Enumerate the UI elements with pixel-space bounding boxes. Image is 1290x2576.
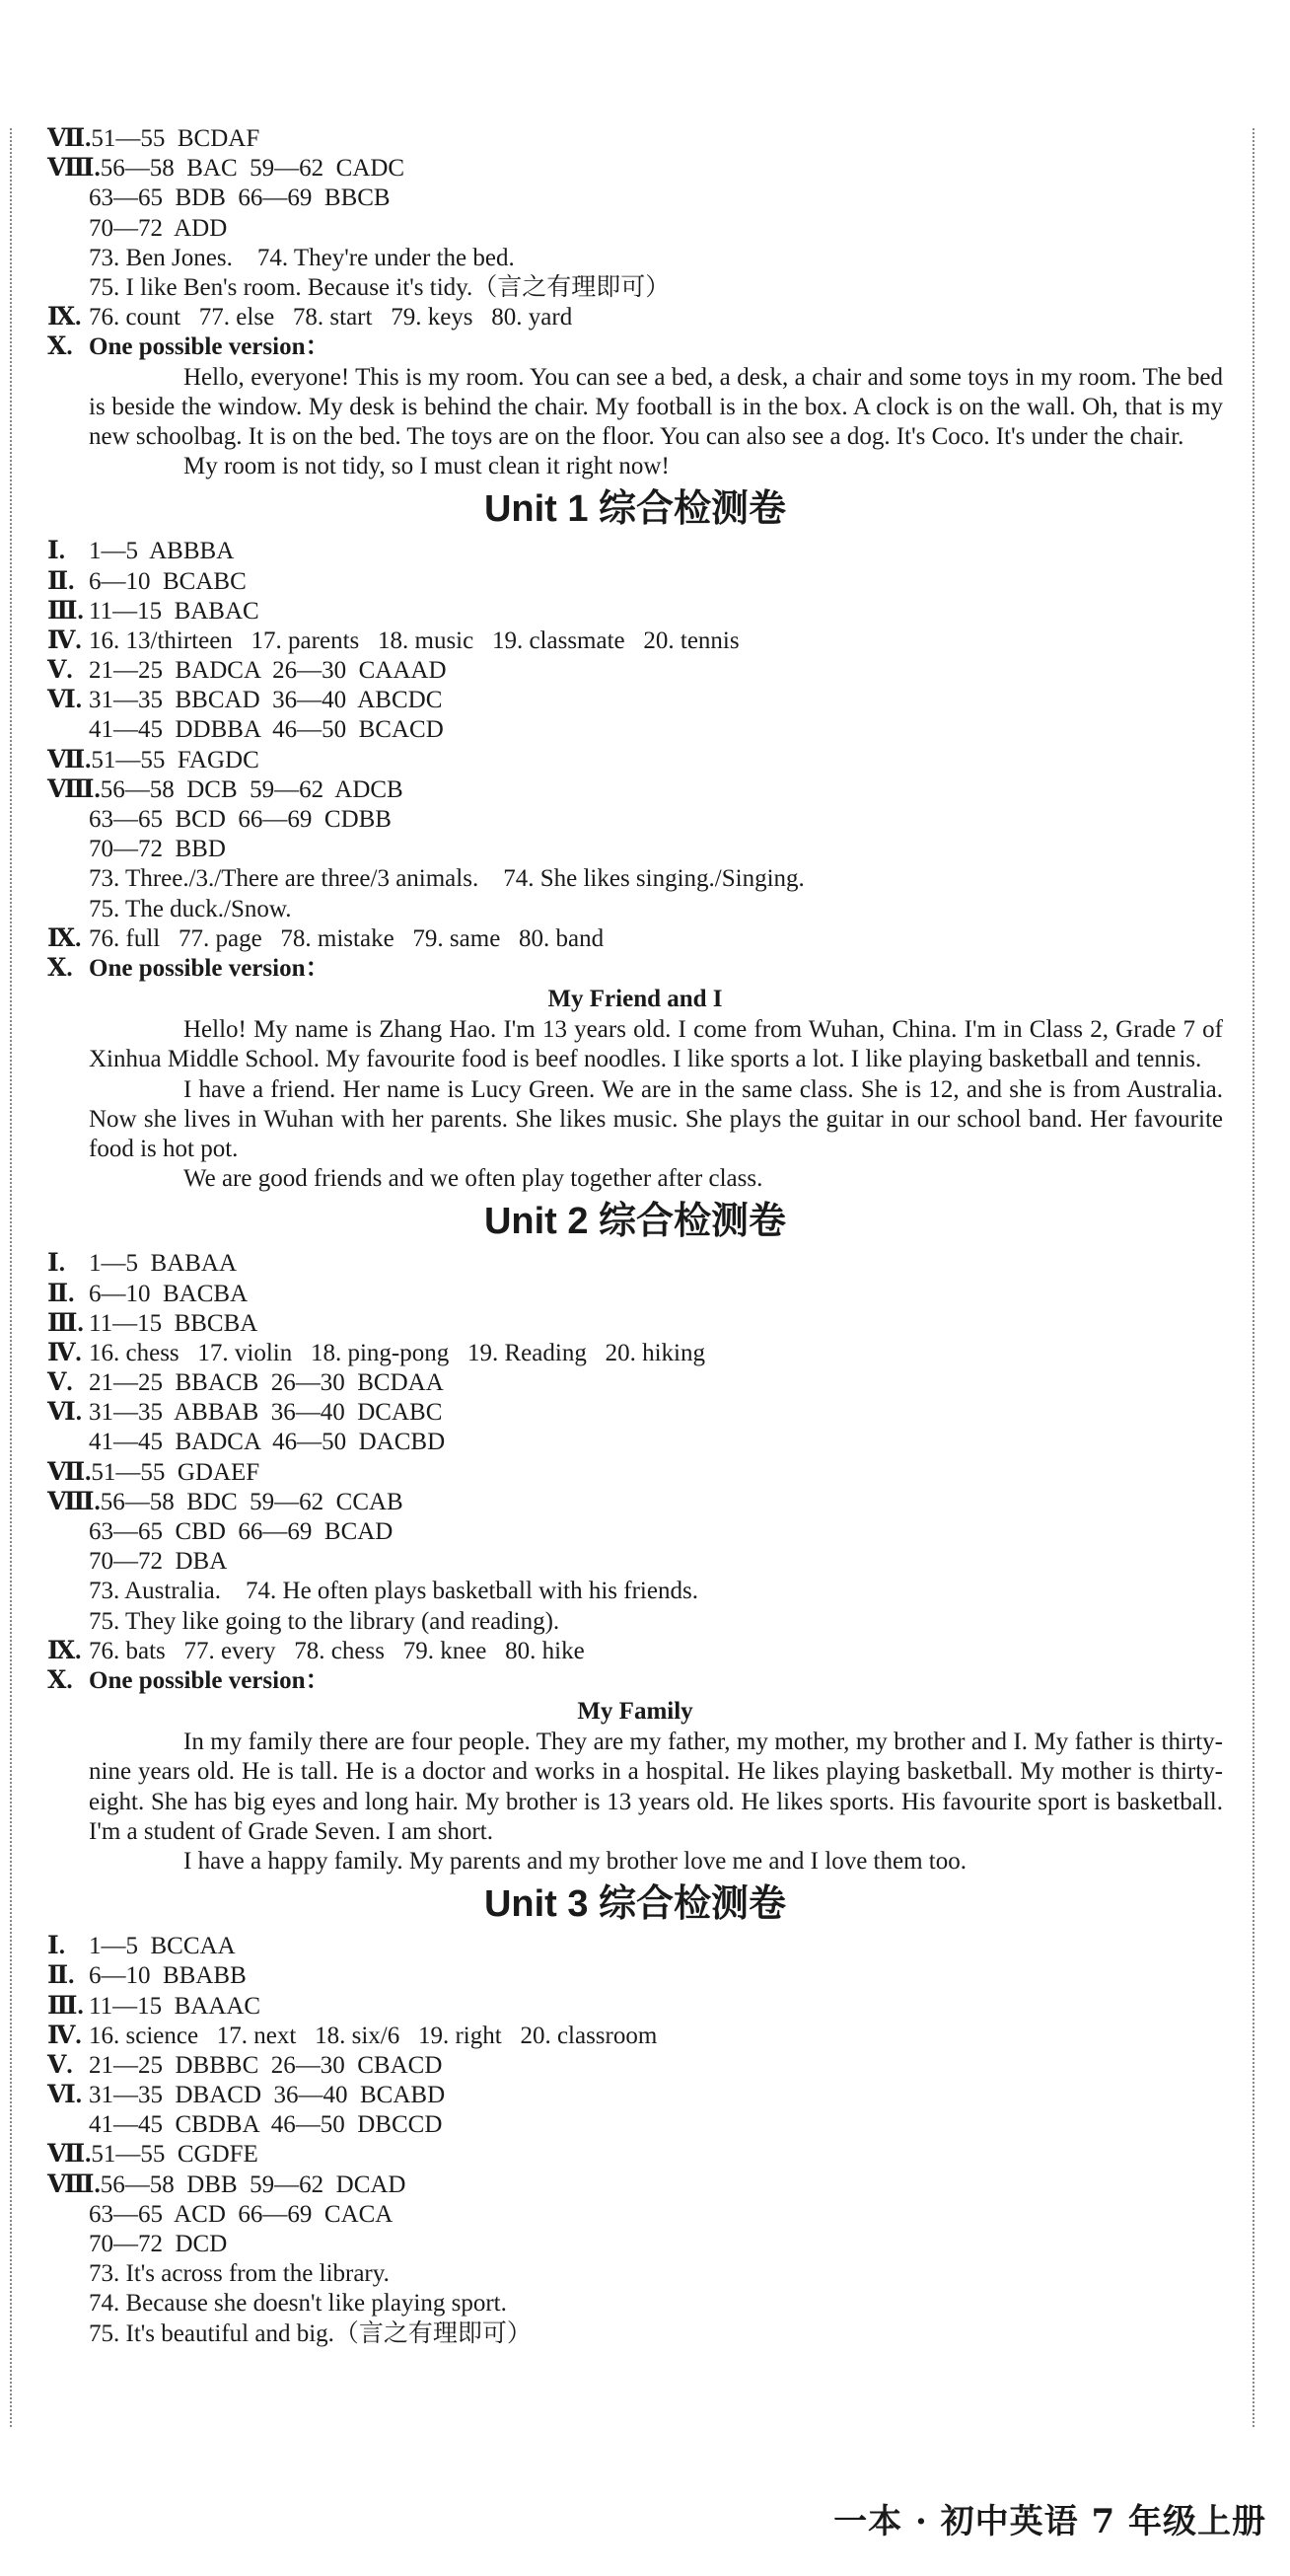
section-number: Ⅶ. bbox=[47, 2141, 92, 2169]
answer-line: Ⅴ. 21—25 BADCA 26—30 CAAAD bbox=[47, 656, 1223, 686]
answer-line: 63—65 BDB 66—69 BBCB bbox=[89, 184, 391, 212]
answer-line: Ⅴ. 21—25 BBACB 26—30 BCDAA bbox=[47, 1368, 1223, 1398]
answer-line: Ⅳ. 16. science 17. next 18. six/6 19. right 20. classroom bbox=[47, 2022, 1223, 2051]
section-number: Ⅱ. bbox=[47, 567, 75, 595]
answer-line: Ⅵ. 31—35 DBACD 36—40 BCABD bbox=[47, 2081, 1223, 2110]
answer-line: Ⅴ. 21—25 DBBBC 26—30 CBACD bbox=[47, 2051, 1223, 2081]
section-number: Ⅰ. bbox=[47, 1250, 65, 1278]
answer-line: 75. It's beautiful and big.（言之有理即可） bbox=[89, 2319, 532, 2347]
section-number: Ⅳ. bbox=[47, 626, 82, 654]
section-number: Ⅱ. bbox=[47, 1962, 75, 1990]
answer-line: Ⅱ. 6—10 BACBA bbox=[47, 1280, 1223, 1309]
page-footer: 一本 · 初中英语 7 年级上册 bbox=[833, 2502, 1266, 2541]
section-number: Ⅴ. bbox=[47, 1369, 73, 1397]
answer-line: 73. It's across from the library. bbox=[89, 2260, 390, 2288]
essay-paragraph: I have a friend. Her name is Lucy Green. We are in the same class. She is 12, and she is from Australia. Now she lives in Wuhan with her parents. She likes music. She plays the guitar in our school band. Her favourite food is hot pot. bbox=[89, 1075, 1223, 1162]
section-number: Ⅶ. bbox=[47, 125, 92, 152]
answer-line: 70—72 BBD bbox=[89, 836, 226, 863]
answer-line: Ⅲ. 11—15 BBCBA bbox=[47, 1309, 1223, 1339]
essay-paragraph: I have a happy family. My parents and my brother love me and I love them too. bbox=[183, 1847, 967, 1875]
answer-line: Ⅱ. 6—10 BCABC bbox=[47, 567, 1223, 597]
answer-line: Ⅶ.51—55 FAGDC bbox=[47, 746, 1223, 775]
section-number: Ⅹ. bbox=[47, 954, 73, 982]
section-number: Ⅲ. bbox=[47, 1309, 84, 1337]
essay-title: My Friend and I bbox=[547, 986, 723, 1013]
section-number: Ⅳ. bbox=[47, 2022, 82, 2049]
answer-line: Ⅳ. 16. chess 17. violin 18. ping-pong 19. Reading 20. hiking bbox=[47, 1339, 1223, 1368]
unit-title: Unit 2 综合检测卷 bbox=[483, 1201, 787, 1243]
section-number: Ⅷ. bbox=[47, 155, 101, 183]
answer-line: Ⅸ. 76. count 77. else 78. start 79. keys 80. yard bbox=[47, 303, 1223, 332]
answer-content bbox=[47, 124, 1223, 2349]
answer-line: Ⅰ. 1—5 ABBBA bbox=[47, 537, 1223, 566]
unit-title: Unit 3 综合检测卷 bbox=[483, 1883, 787, 1926]
answer-line: 70—72 ADD bbox=[89, 214, 228, 242]
answer-line: 63—65 ACD 66—69 CACA bbox=[89, 2200, 394, 2228]
section-number: Ⅵ. bbox=[47, 687, 82, 714]
answer-line: 73. Australia. 74. He often plays basketball with his friends. bbox=[89, 1578, 698, 1605]
answer-line: Ⅷ.56—58 DBB 59—62 DCAD bbox=[47, 2171, 1223, 2200]
essay-paragraph: We are good friends and we often play together after class. bbox=[183, 1165, 763, 1193]
section-number: Ⅵ. bbox=[47, 1399, 82, 1427]
answer-line: 41—45 BADCA 46—50 DACBD bbox=[89, 1429, 446, 1456]
answer-line: Ⅶ.51—55 CGDFE bbox=[47, 2140, 1223, 2170]
answer-line: 63—65 CBD 66—69 BCAD bbox=[89, 1518, 394, 1546]
essay-paragraph: My room is not tidy, so I must clean it right now! bbox=[183, 453, 670, 480]
section-number: Ⅸ. bbox=[47, 924, 82, 952]
section-number: Ⅶ. bbox=[47, 1458, 92, 1486]
answer-line: Ⅷ.56—58 DCB 59—62 ADCB bbox=[47, 775, 1223, 805]
essay-paragraph: Hello! My name is Zhang Hao. I'm 13 years old. I come from Wuhan, China. I'm in Class 2, Grade 7 of Xinhua Middle School. My favourite food is beef noodles. I like sports a lot. I like playing basketball and tennis. bbox=[89, 1016, 1223, 1073]
answer-line: Ⅲ. 11—15 BAAAC bbox=[47, 1992, 1223, 2022]
answer-line: Ⅶ.51—55 BCDAF bbox=[47, 124, 1223, 154]
essay-paragraph: In my family there are four people. They are my father, my mother, my brother and I. My father is thirty-nine years old. He is tall. He is a doctor and works in a hospital. He likes playing basketball. My mother is thirty-eight. She has big eyes and long hair. My brother is 13 years old. He likes sports. His favourite sport is basketball. I'm a student of Grade Seven. I am short. bbox=[89, 1729, 1223, 1845]
section-number: Ⅹ. bbox=[47, 333, 73, 361]
answer-line: Ⅹ. One possible version： bbox=[47, 954, 1223, 984]
answer-line: Ⅶ.51—55 GDAEF bbox=[47, 1458, 1223, 1488]
answer-line: 70—72 DCD bbox=[89, 2231, 228, 2258]
section-number: Ⅷ. bbox=[47, 2171, 101, 2198]
answer-line: 70—72 DBA bbox=[89, 1548, 228, 1576]
answer-line: Ⅰ. 1—5 BABAA bbox=[47, 1249, 1223, 1279]
section-number: Ⅴ. bbox=[47, 657, 73, 685]
left-binding-dotted-line bbox=[10, 128, 12, 2427]
section-number: Ⅰ. bbox=[47, 538, 65, 565]
section-number: Ⅲ. bbox=[47, 597, 84, 625]
answer-line: Ⅷ.56—58 BDC 59—62 CCAB bbox=[47, 1488, 1223, 1517]
section-number: Ⅲ. bbox=[47, 1992, 84, 2020]
answer-line: 73. Ben Jones. 74. They're under the bed. bbox=[89, 244, 515, 271]
answer-line: Ⅲ. 11—15 BABAC bbox=[47, 597, 1223, 626]
answer-line: 75. I like Ben's room. Because it's tidy.（言之有理即可） bbox=[89, 273, 671, 301]
right-binding-dotted-line bbox=[1253, 128, 1254, 2427]
answer-line: Ⅳ. 16. 13/thirteen 17. parents 18. music 19. classmate 20. tennis bbox=[47, 626, 1223, 656]
answer-line: 75. The duck./Snow. bbox=[89, 895, 292, 922]
essay-paragraph: Hello, everyone! This is my room. You can see a bed, a desk, a chair and some toys in my room. The bed is beside the window. My desk is behind the chair. My football is in the box. A clock is on the wall. Oh, that is my new schoolbag. It is on the bed. The toys are on the floor. You can also see a dog. It's Coco. It's under the chair. bbox=[89, 363, 1223, 450]
unit-title: Unit 1 综合检测卷 bbox=[483, 488, 787, 531]
answer-line: Ⅵ. 31—35 BBCAD 36—40 ABCDC bbox=[47, 686, 1223, 715]
section-number: Ⅷ. bbox=[47, 1488, 101, 1515]
answer-line: Ⅰ. 1—5 BCCAA bbox=[47, 1932, 1223, 1961]
section-number: Ⅱ. bbox=[47, 1280, 75, 1307]
section-number: Ⅸ. bbox=[47, 1637, 82, 1664]
answer-line: 74. Because she doesn't like playing sport. bbox=[89, 2290, 507, 2318]
section-number: Ⅰ. bbox=[47, 1933, 65, 1960]
answer-line: 41—45 DDBBA 46—50 BCACD bbox=[89, 716, 444, 744]
section-number: Ⅵ. bbox=[47, 2082, 82, 2109]
section-number: Ⅸ. bbox=[47, 304, 82, 331]
answer-line: 63—65 BCD 66—69 CDBB bbox=[89, 806, 392, 833]
section-number: Ⅳ. bbox=[47, 1339, 82, 1366]
answer-line: 73. Three./3./There are three/3 animals. 74. She likes singing./Singing. bbox=[89, 865, 805, 893]
section-number: Ⅶ. bbox=[47, 746, 92, 773]
section-number: Ⅷ. bbox=[47, 775, 101, 803]
answer-line: Ⅷ.56—58 BAC 59—62 CADC bbox=[47, 154, 1223, 184]
answer-line: Ⅱ. 6—10 BBABB bbox=[47, 1961, 1223, 1991]
section-number: Ⅴ. bbox=[47, 2051, 73, 2079]
section-number: Ⅹ. bbox=[47, 1666, 73, 1694]
answer-line: 41—45 CBDBA 46—50 DBCCD bbox=[89, 2111, 443, 2139]
answer-line: Ⅹ. One possible version： bbox=[47, 332, 1223, 362]
answer-line: Ⅵ. 31—35 ABBAB 36—40 DCABC bbox=[47, 1398, 1223, 1428]
answer-line: Ⅸ. 76. full 77. page 78. mistake 79. same 80. band bbox=[47, 924, 1223, 954]
answer-line: Ⅹ. One possible version： bbox=[47, 1666, 1223, 1696]
essay-title: My Family bbox=[577, 1698, 693, 1726]
answer-line: 75. They like going to the library (and reading). bbox=[89, 1607, 560, 1635]
answer-line: Ⅸ. 76. bats 77. every 78. chess 79. knee 80. hike bbox=[47, 1637, 1223, 1666]
